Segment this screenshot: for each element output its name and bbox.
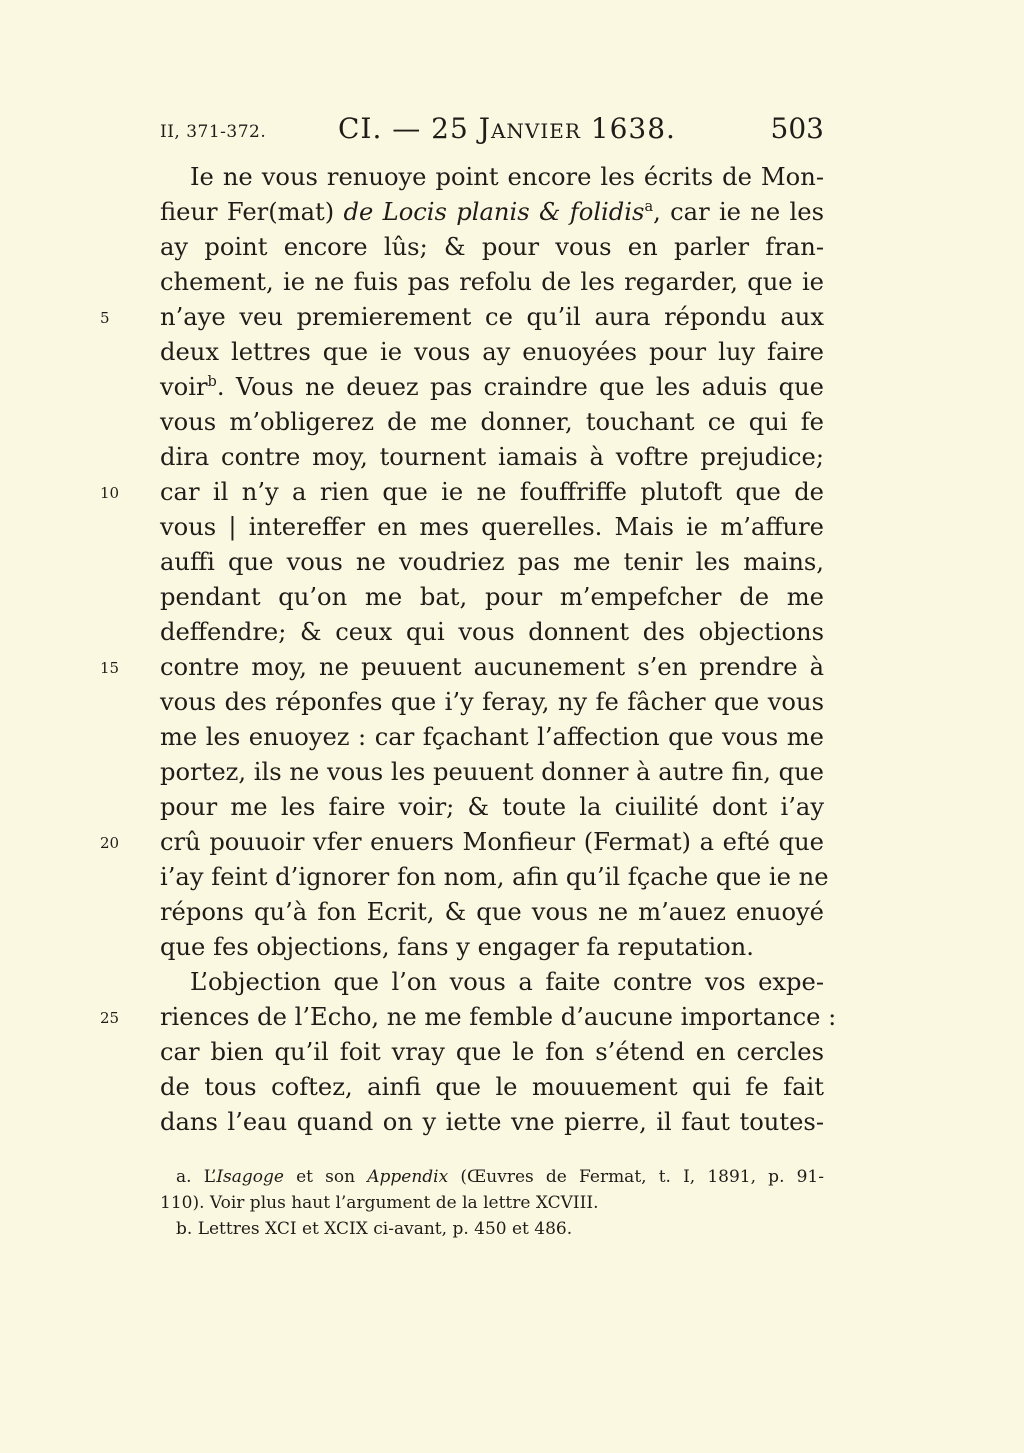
header-title-year: 1638.	[580, 112, 676, 145]
text-line-content: chement, ie ne fuis pas refolu de les regarder, que ie	[160, 268, 824, 296]
text-line-content: pendant qu’on me bat, pour m’empefcher de me	[160, 583, 824, 611]
text-line	[160, 195, 824, 230]
text-line	[160, 440, 824, 475]
text-line	[160, 265, 824, 300]
text-line	[160, 720, 824, 755]
text-line-content: dans l’eau quand on y iette vne pierre, il faut toutes-	[160, 1108, 824, 1136]
text-line-content: deffendre; & ceux qui vous donnent des objections	[160, 618, 824, 646]
line-number: 15	[100, 659, 120, 677]
footnote-a	[160, 1164, 824, 1190]
header-title-month: Janvier	[478, 112, 581, 145]
text-line-content: . Vous ne deuez pas craindre que les aduis que	[216, 373, 824, 401]
text-line	[160, 1070, 824, 1105]
text-line	[100, 825, 824, 860]
text-line	[160, 335, 824, 370]
header-title	[338, 112, 676, 145]
text-line-content: me les enuoyez : car fçachant l’affection que vous me	[160, 723, 824, 751]
footnote-italic: Isagoge	[216, 1167, 284, 1187]
footnote-ref-b: b	[207, 373, 217, 390]
text-line	[160, 895, 824, 930]
text-line-content: car il n’y a rien que ie ne fouffriffe plutoft que de	[160, 478, 824, 506]
text-line	[160, 370, 824, 405]
line-number: 10	[100, 484, 120, 502]
line-number: 25	[100, 1009, 120, 1027]
footnote-text: b. Lettres XCI et XCIX ci-avant, p. 450 et 486.	[176, 1219, 573, 1239]
text-line-content: car bien qu’il foit vray que le fon s’étend en cercles	[160, 1038, 824, 1066]
text-line-content: n’aye veu premierement ce qu’il aura répondu aux	[160, 303, 824, 331]
text-line-content: vous m’obligerez de me donner, touchant ce qui fe	[160, 408, 824, 436]
text-line	[100, 650, 824, 685]
text-line	[160, 580, 824, 615]
text-line-content: voir	[160, 373, 208, 401]
italic-title: de Locis planis & folidis	[343, 198, 645, 226]
footnote-text: a. L’	[176, 1167, 217, 1187]
text-line	[160, 160, 824, 195]
text-line	[100, 475, 824, 510]
text-line-content: portez, ils ne vous les peuuent donner à autre fin, que	[160, 758, 824, 786]
text-line	[160, 1105, 824, 1140]
text-line-content: de tous coftez, ainfi que le mouuement qui fe fait	[160, 1073, 824, 1101]
footnotes	[160, 1164, 824, 1242]
text-line	[160, 930, 824, 965]
text-line	[160, 790, 824, 825]
text-line	[160, 545, 824, 580]
text-line	[160, 615, 824, 650]
text-line-content: auffi que vous ne voudriez pas me tenir les mains,	[160, 548, 824, 576]
footnote-text: et son	[283, 1167, 368, 1187]
text-line-content: deux lettres que ie vous ay enuoyées pour luy faire	[160, 338, 824, 366]
text-line	[160, 860, 829, 895]
header-title-prefix: CI. — 25	[338, 112, 479, 145]
text-line-content: pour me les faire voir; & toute la ciuilité dont i’ay	[160, 793, 824, 821]
footnote-text: (Œuvres de Fermat, t. I, 1891, p. 91-	[448, 1167, 824, 1187]
text-line-content: i’ay feint d’ignorer fon nom, afin qu’il fçache que ie ne	[160, 863, 829, 891]
text-line-content: L’objection que l’on vous a faite contre vos expe-	[190, 968, 824, 996]
text-line-content: ay point encore lûs; & pour vous en parler fran-	[160, 233, 824, 261]
text-line-content: , car ie ne les	[653, 198, 824, 226]
line-number: 5	[100, 309, 110, 327]
text-line-content: répons qu’à fon Ecrit, & que vous ne m’auez enuoyé	[160, 898, 824, 926]
text-line-content: que fes objections, fans y engager fa reputation.	[160, 933, 754, 961]
text-line	[100, 300, 824, 335]
line-number: 20	[100, 834, 120, 852]
text-line	[160, 230, 824, 265]
text-line	[160, 510, 824, 545]
text-line-content: contre moy, ne peuuent aucunement s’en prendre à	[160, 653, 824, 681]
footnote-text: 110). Voir plus haut l’argument de la lettre XCVIII.	[160, 1193, 599, 1213]
text-line	[160, 1035, 824, 1070]
header-reference: II, 371-372.	[160, 122, 267, 142]
text-line	[160, 405, 824, 440]
letter-body	[100, 160, 837, 1140]
text-line-content: riences de l’Echo, ne me femble d’aucune importance :	[160, 1003, 837, 1031]
footnote-ref-a: a	[644, 198, 654, 215]
page-number: 503	[770, 112, 824, 145]
footnote-b	[160, 1216, 824, 1242]
text-line	[160, 685, 824, 720]
text-line-content: fieur Fer(mat)	[160, 198, 344, 226]
text-line	[160, 755, 824, 790]
footnote-italic: Appendix	[367, 1167, 449, 1187]
footnote-a-continued	[160, 1190, 824, 1216]
running-header	[160, 112, 824, 158]
text-line-content: vous des réponfes que i’y feray, ny fe fâcher que vous	[160, 688, 824, 716]
text-line-content: crû pouuoir vfer enuers Monfieur (Fermat) a efté que	[160, 828, 824, 856]
text-line-content: vous | intereffer en mes querelles. Mais ie m’affure	[160, 513, 824, 541]
text-line-content: Ie ne vous renuoye point encore les écrits de Mon-	[190, 163, 824, 191]
text-line	[160, 965, 824, 1000]
text-line	[100, 1000, 837, 1035]
text-line-content: dira contre moy, tournent iamais à voftre prejudice;	[160, 443, 824, 471]
